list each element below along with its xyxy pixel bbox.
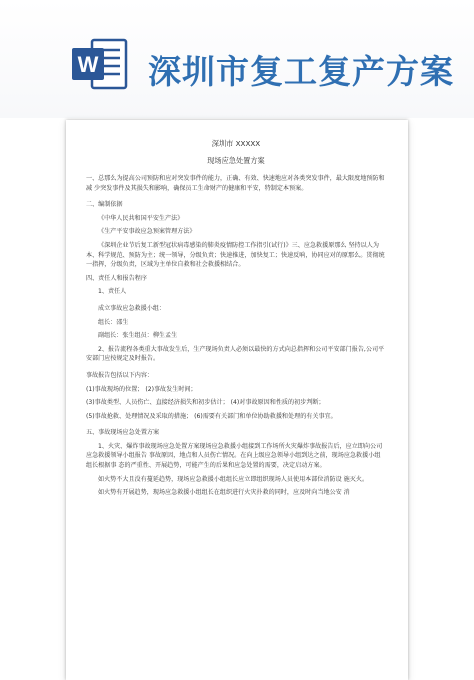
document-page — [66, 120, 408, 680]
section-responsibility-heading: 四、责任人和报告程序 — [86, 274, 147, 282]
word-document-icon — [70, 34, 130, 94]
basis-law-1: 《中华人民共和国平安生产法》 — [98, 214, 184, 222]
vice-leader-text: 副组长：张生组员：柳生孟生 — [98, 332, 178, 340]
report-contents-intro: 事故报告包括以下内容： — [86, 371, 154, 379]
responsible-person-heading: 1、责任人 — [98, 288, 127, 296]
rescue-group-text: 成立事故应急救援小组： — [98, 304, 166, 312]
document-body — [86, 138, 386, 502]
report-item-5-6: (5)事故抢救、处理情况及采取的措施； (6)需要有关部门和单位协助救援和处理的有关事宜。 — [86, 412, 337, 420]
report-item-3-4: (3)事故类型、人员伤亡、直接经济损失和初步估计； (4)对事故原因和性质的初步判断； — [86, 399, 325, 407]
group-leader-text: 组长：邵生 — [98, 318, 129, 326]
section-general-principle: 一、总那么为提高公司预防和应对突发事件的能力，正确、有效、快速地应对各类突发事件，最大限度地预防和减 少突发事件及其损失和影响，确保员工生命财产的健康和平安，特制定本预案。 — [86, 175, 385, 192]
banner-title: 深圳市复工复产方案 — [148, 52, 454, 91]
basis-law-2: 《生产平安事故应急预案管理方法》 — [98, 228, 196, 236]
word-logo-letter: W — [77, 52, 99, 77]
fire-explosion-plan-text: 1、火灾、爆炸事故现场应急处置方案现场应急救援小组接到工作场所火灾爆炸事故报告后，应立即向公司应急救援领导小组报告 事故原因，地点和人员伤亡情况。在向上级应急领导小组到达之前，现场应急救援小组组长根据事 态的严重性、开展趋势，可能产生的后果和应急处置的需要，决定启动方案。 — [86, 442, 383, 470]
small-fire-text: 如火势不大且没有蔓延趋势，现场应急救援小组组长应立即组织现场人员使用本部位消防设 施灭火。 — [98, 475, 369, 483]
doc-header-company: 深圳市 XXXXX — [211, 139, 261, 148]
report-item-1-2: (1)事故现场的位置； (2)事故发生时间； — [86, 385, 197, 393]
section-basis-heading: 二、编制依据 — [86, 201, 123, 209]
large-fire-text: 如火势有开展趋势，现场应急救援小组组长在组织进行火灾扑救的同时，应及时向当地公安 消 — [98, 489, 350, 497]
header-banner — [0, 0, 474, 118]
report-procedure-text: 2、报告流程各类重大事故发生后，生产现场负责人必须以最快的方式向总指挥和公司平安部门报告,公司平安部门应按规定及时报告。 — [86, 345, 385, 363]
basis-law-3-and-principles: 《深圳企业节后复工新型冠状病毒感染的肺炎疫情防控工作指引(试行)》三、应急救援原那么 坚持以人为本、科学规范、预防为主；统一领导，分级负责；快速推进，加快复工；快速反响，协同应对的原那么。贯彻统一指挥，分级负责，区域为主单位自救和社会救援相结合。 — [86, 241, 385, 269]
doc-header-title: 现场应急处置方案 — [207, 156, 265, 165]
section-onsite-plan-heading: 五、事故现场应急处置方案 — [86, 429, 160, 437]
